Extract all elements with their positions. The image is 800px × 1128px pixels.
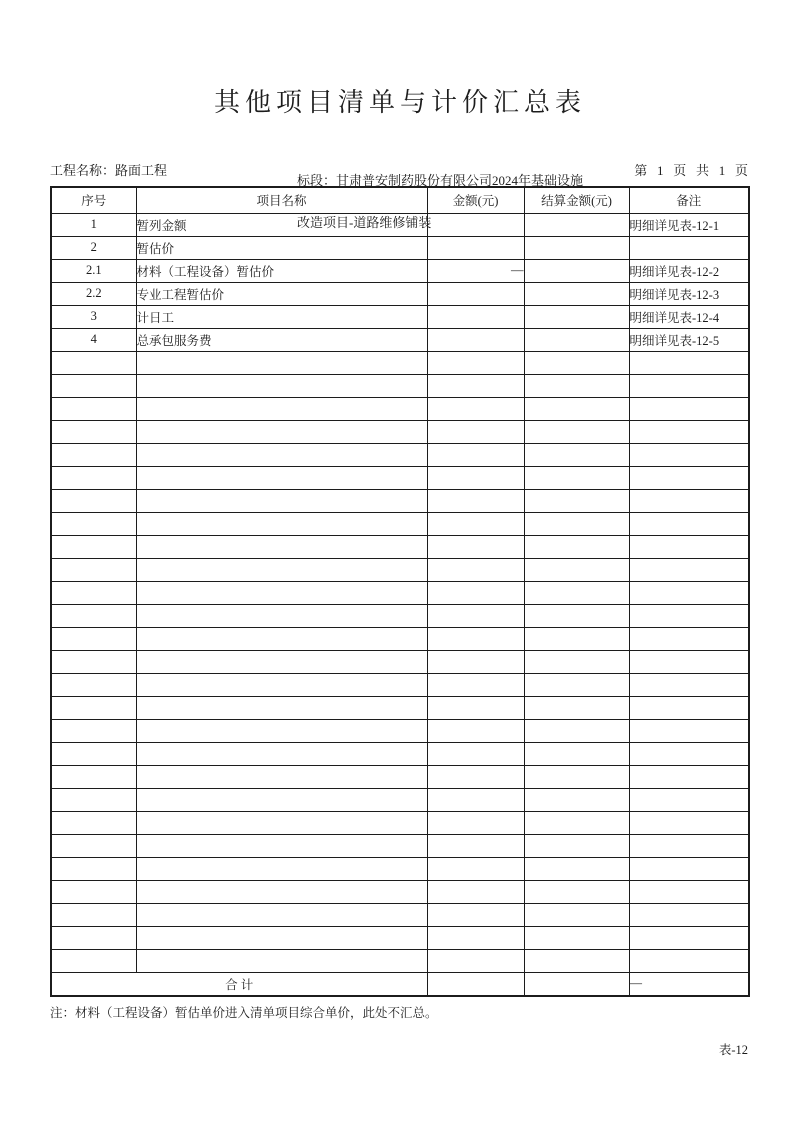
cell-no	[51, 834, 136, 857]
cell-name: 暂列金额	[136, 213, 427, 236]
empty-row	[51, 535, 749, 558]
cell-amount	[427, 512, 524, 535]
cell-remark	[629, 627, 749, 650]
cell-settlement	[524, 880, 629, 903]
table-row	[51, 328, 749, 351]
cell-no	[51, 374, 136, 397]
empty-row	[51, 719, 749, 742]
empty-row	[51, 581, 749, 604]
cell-name: 计日工	[136, 305, 427, 328]
cell-no	[51, 397, 136, 420]
cell-settlement	[524, 926, 629, 949]
empty-row	[51, 811, 749, 834]
cell-settlement	[524, 719, 629, 742]
section-line-2: 改造项目-道路维修铺装	[297, 215, 432, 230]
table-row	[51, 305, 749, 328]
cell-amount	[427, 650, 524, 673]
cell-no	[51, 627, 136, 650]
cell-name	[136, 765, 427, 788]
cell-remark	[629, 443, 749, 466]
cell-name	[136, 397, 427, 420]
cell-name	[136, 673, 427, 696]
column-header: 项目名称	[136, 187, 427, 213]
cell-settlement	[524, 742, 629, 765]
note-text: 注：材料（工程设备）暂估单价进入清单项目综合单价，此处不汇总。	[50, 1006, 438, 1020]
cell-amount	[427, 880, 524, 903]
cell-settlement	[524, 811, 629, 834]
empty-row	[51, 696, 749, 719]
summary-table	[50, 186, 750, 997]
cell-amount	[427, 351, 524, 374]
cell-remark	[629, 719, 749, 742]
cell-amount	[427, 696, 524, 719]
cell-no: 2.2	[51, 282, 136, 305]
cell-amount	[427, 558, 524, 581]
cell-remark: 明细详见表-12-1	[629, 213, 749, 236]
cell-remark: 明细详见表-12-3	[629, 282, 749, 305]
cell-settlement	[524, 558, 629, 581]
cell-no	[51, 857, 136, 880]
cell-remark	[629, 236, 749, 259]
cell-remark	[629, 857, 749, 880]
table-header	[51, 187, 749, 213]
cell-remark	[629, 351, 749, 374]
cell-remark	[629, 834, 749, 857]
cell-settlement	[524, 972, 629, 996]
cell-amount	[427, 305, 524, 328]
cell-settlement	[524, 535, 629, 558]
cell-amount	[427, 535, 524, 558]
empty-row	[51, 834, 749, 857]
cell-settlement	[524, 512, 629, 535]
cell-amount	[427, 857, 524, 880]
table-row	[51, 259, 749, 282]
cell-no	[51, 581, 136, 604]
cell-remark	[629, 512, 749, 535]
cell-amount	[427, 627, 524, 650]
cell-no	[51, 512, 136, 535]
empty-row	[51, 489, 749, 512]
cell-settlement	[524, 443, 629, 466]
cell-name	[136, 489, 427, 512]
cell-no	[51, 696, 136, 719]
cell-name: 材料（工程设备）暂估价	[136, 259, 427, 282]
empty-row	[51, 650, 749, 673]
cell-remark	[629, 650, 749, 673]
cell-no: 3	[51, 305, 136, 328]
cell-no	[51, 558, 136, 581]
cell-no	[51, 466, 136, 489]
cell-settlement	[524, 236, 629, 259]
column-header: 序号	[51, 187, 136, 213]
cell-remark: 明细详见表-12-4	[629, 305, 749, 328]
cell-no	[51, 489, 136, 512]
empty-row	[51, 351, 749, 374]
cell-amount	[427, 213, 524, 236]
cell-name	[136, 627, 427, 650]
column-header: 结算金额(元)	[524, 187, 629, 213]
cell-name	[136, 420, 427, 443]
cell-settlement	[524, 374, 629, 397]
cell-settlement	[524, 857, 629, 880]
cell-amount	[427, 489, 524, 512]
page-title: 其他项目清单与计价汇总表	[213, 88, 586, 117]
cell-no	[51, 719, 136, 742]
cell-settlement	[524, 328, 629, 351]
empty-row	[51, 466, 749, 489]
cell-name	[136, 949, 427, 972]
cell-remark	[629, 880, 749, 903]
total-label-cell: 合 计	[51, 972, 427, 996]
cell-settlement	[524, 673, 629, 696]
cell-name	[136, 650, 427, 673]
cell-amount	[427, 903, 524, 926]
cell-amount	[427, 719, 524, 742]
empty-row	[51, 857, 749, 880]
cell-name	[136, 811, 427, 834]
cell-amount	[427, 443, 524, 466]
empty-row	[51, 420, 749, 443]
page-number: 第 1 页 共 1 页	[634, 163, 748, 178]
cell-no	[51, 903, 136, 926]
cell-no	[51, 926, 136, 949]
empty-row	[51, 627, 749, 650]
cell-name	[136, 466, 427, 489]
cell-no	[51, 650, 136, 673]
cell-name	[136, 604, 427, 627]
empty-row	[51, 443, 749, 466]
cell-name: 总承包服务费	[136, 328, 427, 351]
column-header: 备注	[629, 187, 749, 213]
cell-remark	[629, 788, 749, 811]
cell-remark	[629, 673, 749, 696]
cell-name	[136, 696, 427, 719]
table-row	[51, 236, 749, 259]
cell-settlement	[524, 604, 629, 627]
cell-no	[51, 351, 136, 374]
cell-remark	[629, 558, 749, 581]
cell-amount: —	[427, 259, 524, 282]
cell-remark	[629, 765, 749, 788]
cell-name	[136, 857, 427, 880]
cell-remark	[629, 811, 749, 834]
cell-name	[136, 443, 427, 466]
cell-name	[136, 374, 427, 397]
cell-amount	[427, 397, 524, 420]
cell-settlement	[524, 282, 629, 305]
cell-name	[136, 834, 427, 857]
column-header: 金额(元)	[427, 187, 524, 213]
empty-row	[51, 397, 749, 420]
empty-row	[51, 374, 749, 397]
table-code: 表-12	[718, 1043, 748, 1057]
cell-no	[51, 880, 136, 903]
cell-name	[136, 903, 427, 926]
cell-no	[51, 420, 136, 443]
empty-row	[51, 788, 749, 811]
cell-no	[51, 949, 136, 972]
cell-no	[51, 811, 136, 834]
cell-settlement	[524, 834, 629, 857]
cell-amount	[427, 972, 524, 996]
empty-row	[51, 673, 749, 696]
empty-row	[51, 558, 749, 581]
cell-amount	[427, 420, 524, 443]
cell-name	[136, 535, 427, 558]
cell-amount	[427, 282, 524, 305]
empty-row	[51, 604, 749, 627]
cell-name	[136, 351, 427, 374]
cell-name	[136, 719, 427, 742]
header-row	[51, 187, 749, 213]
cell-name	[136, 926, 427, 949]
cell-settlement	[524, 259, 629, 282]
cell-no: 1	[51, 213, 136, 236]
cell-settlement	[524, 650, 629, 673]
cell-amount	[427, 581, 524, 604]
empty-row	[51, 949, 749, 972]
cell-no	[51, 742, 136, 765]
cell-amount	[427, 834, 524, 857]
cell-remark	[629, 581, 749, 604]
cell-amount	[427, 742, 524, 765]
empty-row	[51, 765, 749, 788]
cell-no	[51, 765, 136, 788]
empty-row	[51, 926, 749, 949]
empty-row	[51, 880, 749, 903]
cell-settlement	[524, 581, 629, 604]
cell-remark	[629, 535, 749, 558]
empty-row	[51, 903, 749, 926]
section-line-1: 标段：甘肃普安制药股份有限公司2024年基础设施	[297, 173, 584, 188]
table-row	[51, 213, 749, 236]
cell-remark	[629, 742, 749, 765]
cell-name	[136, 880, 427, 903]
cell-no	[51, 673, 136, 696]
cell-remark: —	[629, 972, 749, 996]
cell-amount	[427, 374, 524, 397]
cell-no	[51, 535, 136, 558]
cell-remark	[629, 466, 749, 489]
cell-no	[51, 788, 136, 811]
cell-settlement	[524, 305, 629, 328]
cell-settlement	[524, 949, 629, 972]
cell-name: 暂估价	[136, 236, 427, 259]
cell-settlement	[524, 627, 629, 650]
cell-settlement	[524, 397, 629, 420]
cell-name	[136, 512, 427, 535]
cell-amount	[427, 811, 524, 834]
cell-remark	[629, 374, 749, 397]
cell-no: 2	[51, 236, 136, 259]
cell-no	[51, 604, 136, 627]
cell-settlement	[524, 489, 629, 512]
cell-settlement	[524, 903, 629, 926]
cell-remark: 明细详见表-12-5	[629, 328, 749, 351]
table-body	[51, 213, 749, 996]
cell-amount	[427, 765, 524, 788]
cell-remark	[629, 949, 749, 972]
cell-amount	[427, 604, 524, 627]
cell-settlement	[524, 696, 629, 719]
cell-amount	[427, 236, 524, 259]
cell-name	[136, 742, 427, 765]
cell-remark	[629, 420, 749, 443]
cell-amount	[427, 466, 524, 489]
cell-remark: 明细详见表-12-2	[629, 259, 749, 282]
cell-amount	[427, 673, 524, 696]
cell-remark	[629, 397, 749, 420]
cell-name	[136, 788, 427, 811]
cell-amount	[427, 788, 524, 811]
cell-no: 4	[51, 328, 136, 351]
cell-amount	[427, 328, 524, 351]
cell-remark	[629, 604, 749, 627]
cell-amount	[427, 926, 524, 949]
cell-remark	[629, 489, 749, 512]
cell-remark	[629, 926, 749, 949]
empty-row	[51, 742, 749, 765]
empty-row	[51, 512, 749, 535]
cell-no	[51, 443, 136, 466]
cell-settlement	[524, 765, 629, 788]
cell-remark	[629, 903, 749, 926]
total-row	[51, 972, 749, 996]
project-name-label: 工程名称：路面工程	[50, 163, 168, 178]
cell-name	[136, 558, 427, 581]
cell-no: 2.1	[51, 259, 136, 282]
cell-settlement	[524, 466, 629, 489]
cell-name	[136, 581, 427, 604]
cell-settlement	[524, 351, 629, 374]
cell-remark	[629, 696, 749, 719]
cell-name: 专业工程暂估价	[136, 282, 427, 305]
cell-settlement	[524, 213, 629, 236]
cell-amount	[427, 949, 524, 972]
table-row	[51, 282, 749, 305]
cell-settlement	[524, 788, 629, 811]
cell-settlement	[524, 420, 629, 443]
